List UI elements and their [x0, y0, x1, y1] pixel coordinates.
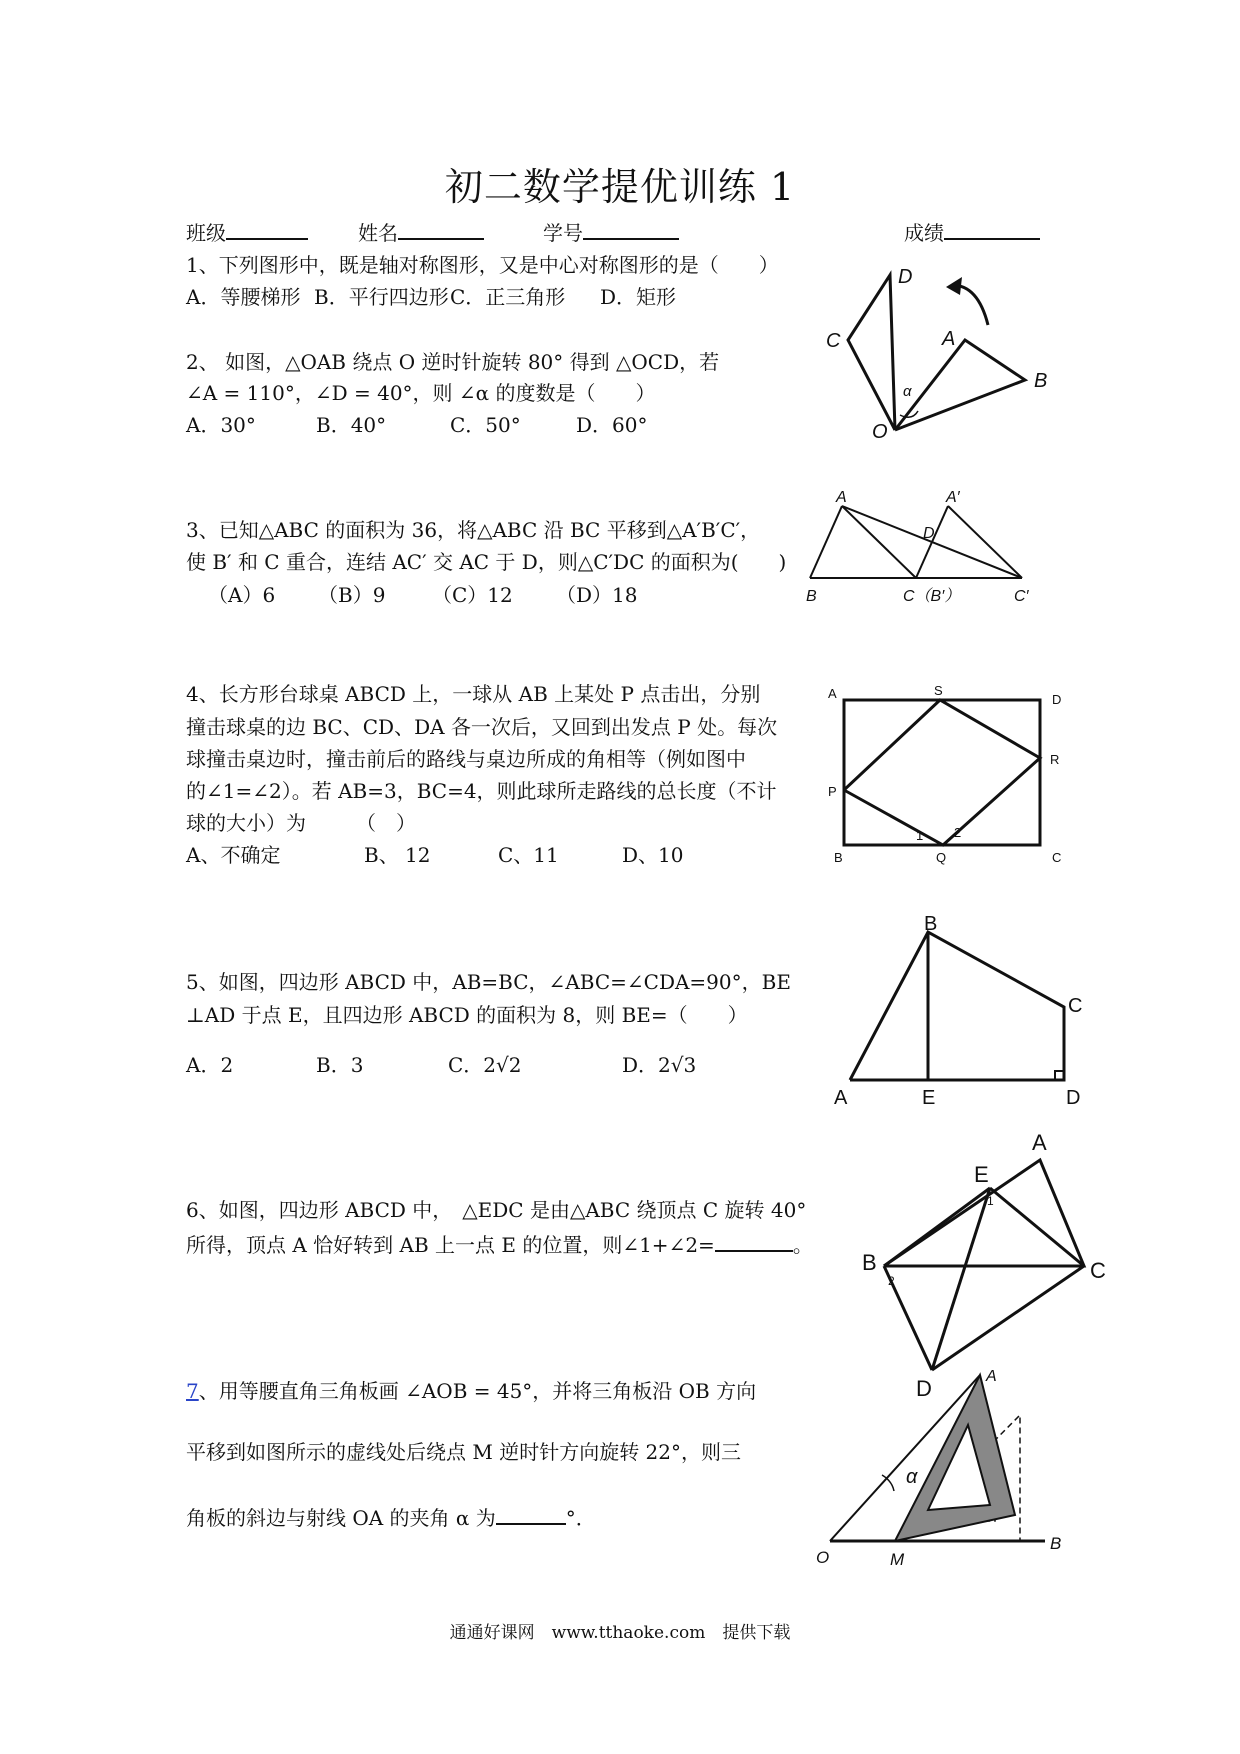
label: Q	[936, 850, 947, 865]
label: C′	[1014, 588, 1029, 605]
label: P	[828, 784, 837, 799]
q2-options	[186, 410, 647, 440]
q7-line2: 平移到如图所示的虚线处后绕点 M 逆时针方向旋转 22°，则三	[186, 1440, 741, 1464]
q2-figure	[800, 255, 1060, 445]
label: D	[1052, 692, 1062, 707]
option: （B）9	[318, 583, 386, 607]
student-id-field: 学号	[543, 216, 679, 248]
label: 2	[888, 1274, 895, 1288]
footer: 通通好课网 www.tthaoke.com 提供下载	[449, 1623, 791, 1643]
label: A	[834, 1087, 848, 1109]
q4-line: 的∠1=∠2）。若 AB=3，BC=4，则此球所走路线的总长度（不计	[186, 779, 777, 803]
q2-line2: ∠A = 110°，∠D = 40°，则 ∠α 的度数是（ ）	[186, 381, 656, 405]
q5-options	[186, 1050, 696, 1080]
label: α	[903, 383, 912, 400]
option: A、不确定	[186, 843, 281, 867]
option: （C）12	[432, 583, 513, 607]
option: C．50°	[450, 413, 521, 437]
student-id-blank	[583, 216, 679, 240]
option: （A）6	[208, 583, 276, 607]
label: E	[974, 1162, 989, 1187]
q5-line2: ⊥AD 于点 E，且四边形 ABCD 的面积为 8，则 BE=（ ）	[186, 1003, 748, 1027]
option: A．30°	[186, 413, 256, 437]
answer-blank	[715, 1228, 793, 1252]
option: D．60°	[576, 413, 648, 437]
q7-line3: 角板的斜边与射线 OA 的夹角 α 为 °．	[186, 1501, 596, 1533]
label: C	[1052, 850, 1062, 865]
option: C．2√2	[448, 1053, 522, 1077]
q6-line1: 6、如图，四边形 ABCD 中， △EDC 是由△ABC 绕顶点 C 旋转 40°	[186, 1198, 807, 1222]
score-blank	[944, 216, 1040, 240]
q6-line2: 所得，顶点 A 恰好转到 AB 上一点 E 的位置，则∠1+∠2= 。	[186, 1228, 813, 1260]
name-blank	[398, 216, 484, 240]
label: A	[942, 328, 956, 350]
q3-options	[208, 580, 637, 610]
q5-figure	[820, 912, 1083, 1109]
q1-options	[186, 282, 676, 312]
name-field: 姓名	[358, 216, 484, 248]
label: A	[828, 686, 837, 701]
label: A	[986, 1368, 997, 1385]
page-title: 初二数学提优训练 1	[444, 165, 796, 209]
label: D	[1066, 1087, 1081, 1109]
option: D．矩形	[600, 285, 677, 309]
q7-figure	[810, 1365, 1080, 1580]
label: 1	[916, 828, 924, 843]
answer-blank	[496, 1501, 566, 1525]
q6-figure	[860, 1130, 1120, 1400]
option: C、11	[498, 843, 559, 867]
q2-line1: 2、 如图，△OAB 绕点 O 逆时针旋转 80° 得到 △OCD，若	[186, 350, 720, 374]
label: S	[934, 683, 943, 698]
label: D	[916, 1376, 932, 1401]
class-field: 班级	[186, 216, 308, 248]
option: B．40°	[316, 413, 387, 437]
q3-figure	[800, 488, 1050, 608]
label: M	[890, 1550, 905, 1569]
label: A′	[946, 489, 960, 506]
q4-line: 球撞击桌边时，撞击前后的路线与桌边所成的角相等（例如图中	[186, 747, 746, 771]
arrow-icon	[946, 277, 962, 295]
label: O	[872, 421, 888, 443]
q4-options	[186, 840, 683, 870]
q4-line: 球的大小）为 （ ）	[186, 811, 416, 835]
label: A	[1032, 1130, 1047, 1155]
label: B	[834, 850, 843, 865]
option: C．正三角形	[450, 285, 566, 309]
label: α	[906, 1466, 918, 1488]
label: C（B′）	[903, 588, 961, 605]
q3-line2: 使 B′ 和 C 重合，连结 AC′ 交 AC 于 D，则△C′DC 的面积为( )	[186, 550, 787, 574]
option: （D）18	[556, 583, 638, 607]
q5-line1: 5、如图，四边形 ABCD 中，AB=BC，∠ABC=∠CDA=90°，BE	[186, 970, 791, 994]
label: B	[806, 588, 817, 605]
q7-line1: 7、用等腰直角三角板画 ∠AOB = 45°，并将三角板沿 OB 方向	[186, 1379, 757, 1403]
class-blank	[226, 216, 308, 240]
score-field: 成绩	[904, 216, 1040, 248]
option: B、 12	[364, 843, 431, 867]
label: 1	[987, 1194, 994, 1208]
option: D．2√3	[622, 1053, 697, 1077]
q4-figure	[820, 680, 1080, 865]
q4-line: 4、长方形台球桌 ABCD 上，一球从 AB 上某处 P 点击出，分别	[186, 682, 761, 706]
label: B	[862, 1250, 877, 1275]
label: B	[1034, 370, 1048, 392]
label: A	[836, 489, 847, 506]
label: C	[1090, 1258, 1106, 1283]
label: 2	[954, 825, 962, 840]
label: C	[1068, 995, 1083, 1017]
q7-number-link[interactable]: 7	[186, 1379, 199, 1403]
option: B．3	[316, 1053, 364, 1077]
option: A．等腰梯形	[186, 285, 301, 309]
label: C	[826, 330, 841, 352]
label: E	[922, 1087, 936, 1109]
option: A．2	[186, 1053, 234, 1077]
option: B．平行四边形	[314, 285, 449, 309]
q4-line: 撞击球桌的边 BC、CD、DA 各一次后，又回到出发点 P 处。每次	[186, 715, 778, 739]
q1-text: 1、下列图形中，既是轴对称图形，又是中心对称图形的是（ ）	[186, 253, 779, 277]
q3-line1: 3、已知△ABC 的面积为 36，将△ABC 沿 BC 平移到△A′B′C′，	[186, 518, 761, 542]
label: D	[898, 266, 913, 288]
label: B	[924, 913, 938, 935]
label: R	[1050, 752, 1060, 767]
label: B	[1050, 1534, 1062, 1553]
option: D、10	[622, 843, 684, 867]
label: D	[923, 525, 935, 542]
label: O	[816, 1548, 830, 1567]
